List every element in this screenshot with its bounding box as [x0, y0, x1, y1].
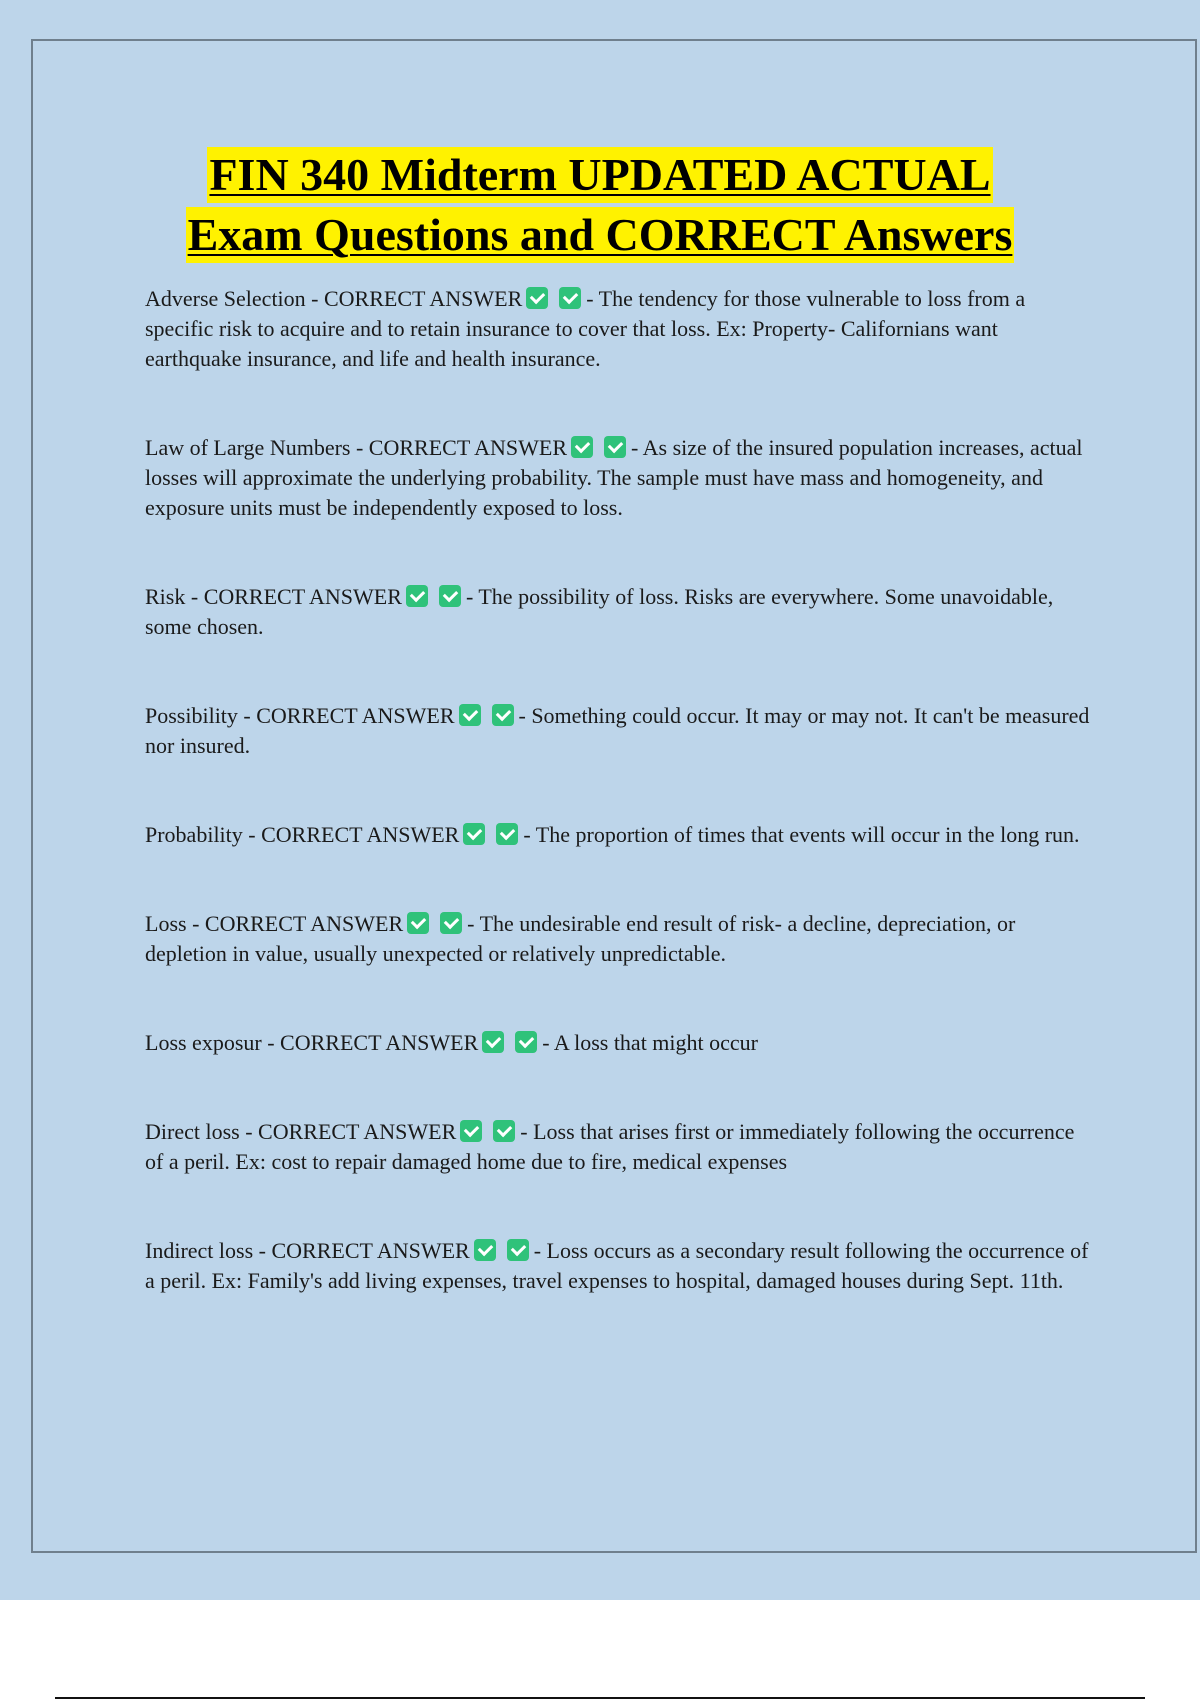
check-mark-icon — [474, 1239, 496, 1261]
answer-marker: CORRECT ANSWER — [256, 703, 455, 728]
check-mark-icon — [559, 287, 581, 309]
answer-marker: CORRECT ANSWER — [261, 822, 460, 847]
definition: - Loss that arises first or immediately following the occurrence of a peril. Ex: cost to repair damaged home due to fire, medical expenses — [145, 1119, 1075, 1174]
answer-marker: CORRECT ANSWER — [271, 1238, 470, 1263]
definition: - As size of the insured population increases, actual losses will approximate the underlying probability. The sample must have mass and homogeneity, and exposure units must be independently exposed to loss. — [145, 435, 1083, 520]
check-mark-icon — [496, 823, 518, 845]
qa-list — [145, 284, 1095, 1296]
check-mark-icon — [460, 1120, 482, 1142]
qa-entry: Probability - CORRECT ANSWER - The proportion of times that events will occur in the long run. — [145, 822, 1080, 847]
qa-entry: Adverse Selection - CORRECT ANSWER - The tendency for those vulnerable to loss from a specific risk to acquire and to retain insurance to cover that loss. Ex: Property- Californians want earthquake insurance, and life and health insurance. — [145, 286, 1026, 371]
definition: - Loss occurs as a secondary result following the occurrence of a peril. Ex: Family's add living expenses, travel expenses to hospital, damaged houses during Sept. 11th. — [145, 1238, 1089, 1293]
check-mark-icon — [515, 1031, 537, 1053]
check-mark-icon — [507, 1239, 529, 1261]
answer-marker: CORRECT ANSWER — [203, 584, 402, 609]
definition: - A loss that might occur — [542, 1030, 758, 1055]
answer-marker: CORRECT ANSWER — [280, 1030, 479, 1055]
qa-entry: Law of Large Numbers - CORRECT ANSWER - As size of the insured population increases, actual losses will approximate the underlying probability. The sample must have mass and homogeneity, and exposure units must be independently exposed to loss. — [145, 435, 1083, 520]
check-mark-icon — [492, 704, 514, 726]
check-mark-icon — [482, 1031, 504, 1053]
check-mark-icon — [526, 287, 548, 309]
answer-marker: CORRECT ANSWER — [368, 435, 568, 460]
check-mark-icon — [406, 585, 428, 607]
check-mark-icon — [493, 1120, 515, 1142]
qa-entry: Possibility - CORRECT ANSWER - Something could occur. It may or may not. It can't be measured nor insured. — [145, 703, 1090, 758]
qa-entry: Indirect loss - CORRECT ANSWER - Loss occurs as a secondary result following the occurrence of a peril. Ex: Family's add living expenses, travel expenses to hospital, damaged houses during Sept. 11th. — [145, 1238, 1089, 1293]
title-line: FIN 340 Midterm UPDATED ACTUAL — [207, 147, 992, 203]
definition: - The undesirable end result of risk- a decline, depreciation, or depletion in value, usually unexpected or relatively unpredictable. — [145, 911, 1016, 966]
term: Adverse Selection — [145, 286, 306, 311]
term: Law of Large Numbers — [145, 435, 351, 460]
term: Risk — [145, 584, 186, 609]
qa-entry: Direct loss - CORRECT ANSWER - Loss that arises first or immediately following the occurrence of a peril. Ex: cost to repair damaged home due to fire, medical expenses — [145, 1119, 1075, 1174]
check-mark-icon — [439, 585, 461, 607]
definition: - Something could occur. It may or may not. It can't be measured nor insured. — [145, 703, 1090, 758]
definition: - The possibility of loss. Risks are everywhere. Some unavoidable, some chosen. — [145, 584, 1054, 639]
term: Direct loss — [145, 1119, 240, 1144]
check-mark-icon — [463, 823, 485, 845]
qa-entry: Loss - CORRECT ANSWER - The undesirable end result of risk- a decline, depreciation, or depletion in value, usually unexpected or relatively unpredictable. — [145, 911, 1016, 966]
term: Possibility — [145, 703, 238, 728]
definition: - The tendency for those vulnerable to loss from a specific risk to acquire and to retain insurance to cover that loss. Ex: Property- Californians want earthquake insurance, and life and health insurance. — [145, 286, 1026, 371]
title-line: Exam Questions and CORRECT Answers — [186, 207, 1015, 263]
term: Probability — [145, 822, 243, 847]
qa-entry: Risk - CORRECT ANSWER - The possibility of loss. Risks are everywhere. Some unavoidable, some chosen. — [145, 584, 1054, 639]
answer-marker: CORRECT ANSWER — [258, 1119, 457, 1144]
term: Loss — [145, 911, 187, 936]
term: Loss exposur — [145, 1030, 262, 1055]
definition: - The proportion of times that events will occur in the long run. — [523, 822, 1080, 847]
document-title — [0, 145, 1200, 265]
check-mark-icon — [459, 704, 481, 726]
term: Indirect loss — [145, 1238, 254, 1263]
check-mark-icon — [440, 912, 462, 934]
qa-entry: Loss exposur - CORRECT ANSWER - A loss that might occur — [145, 1030, 758, 1055]
footer-divider — [55, 1697, 1145, 1699]
answer-marker: CORRECT ANSWER — [324, 286, 523, 311]
check-mark-icon — [604, 436, 626, 458]
answer-marker: CORRECT ANSWER — [204, 911, 404, 936]
check-mark-icon — [571, 436, 593, 458]
check-mark-icon — [407, 912, 429, 934]
